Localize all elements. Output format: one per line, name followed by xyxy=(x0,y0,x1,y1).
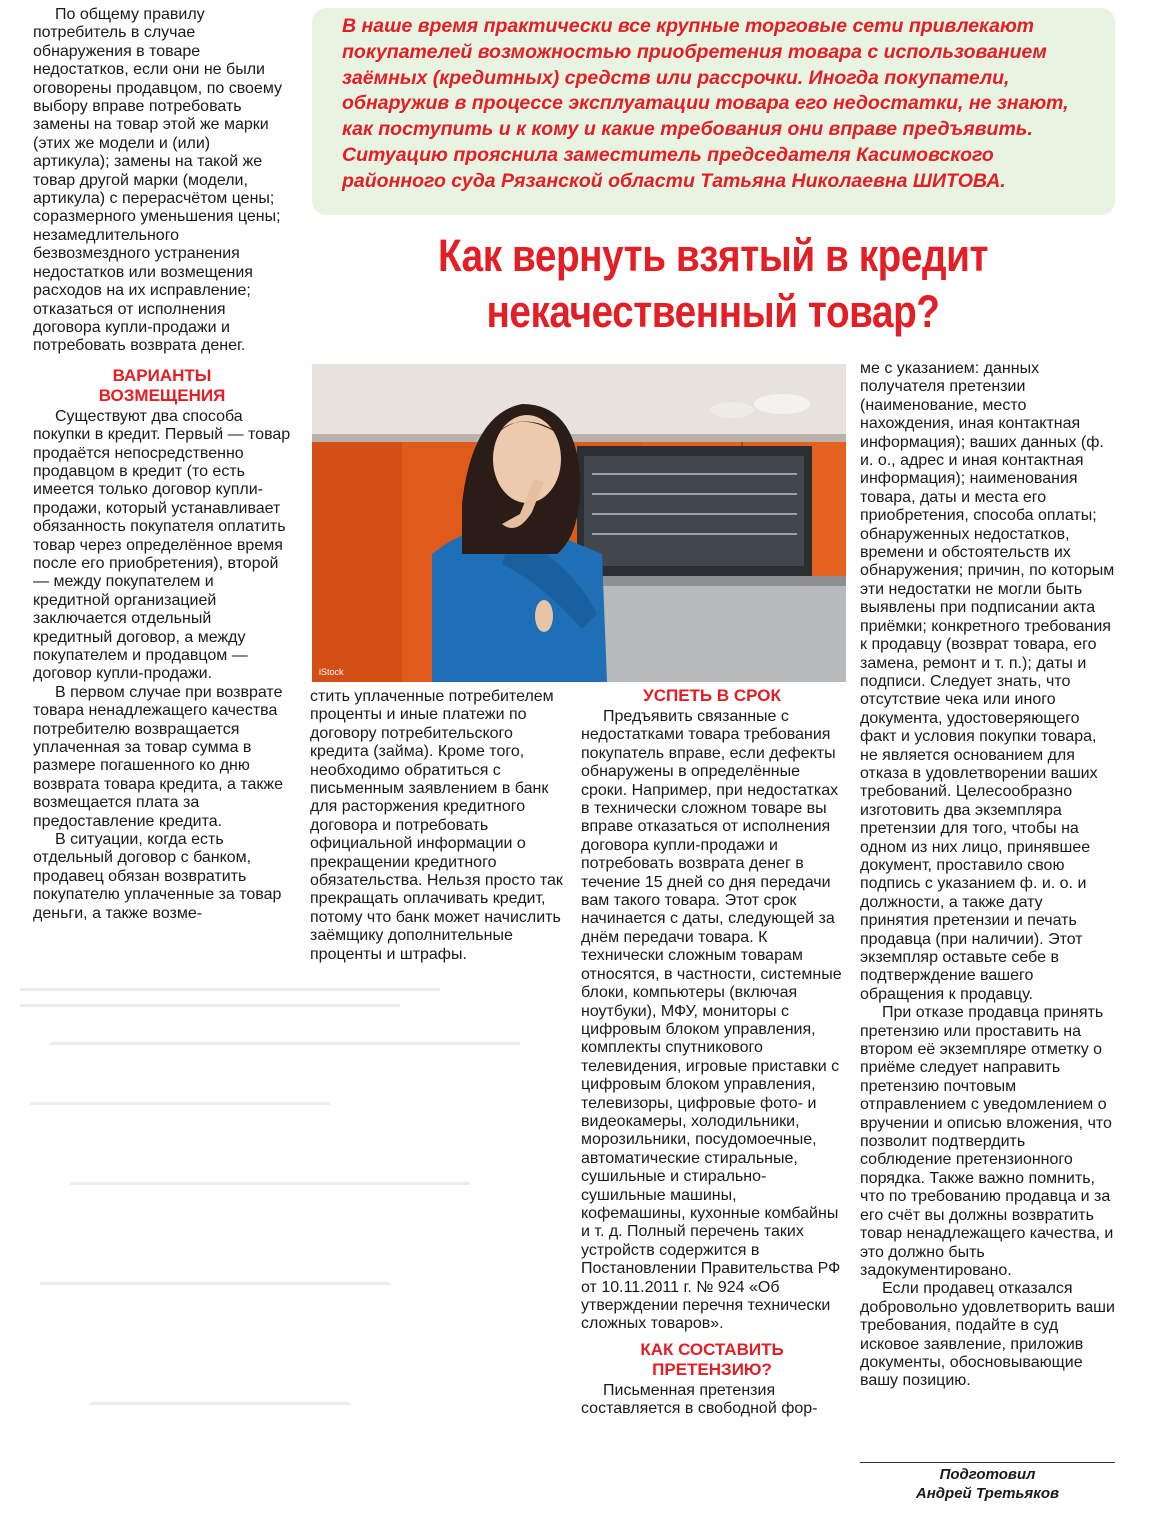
paragraph: Если продавец отказался добровольно удовлетворить ваши требования, подайте в суд исковое заявление, приложив документы, обосновывающие вашу позицию. xyxy=(860,1280,1115,1390)
paragraph: ме с указанием: данных получателя претензии (наименование, место нахождения, иная контактная информация); ваших данных (ф. и. о., адрес и иная контактная информация); наименования товара, даты и места его приобретения, способа оплаты; обнаруженных недостатков, времени и обстоятельств их обнаружения; причин, по которым эти недостатки не могли быть выявлены при подписании акта приёмки; конкретного требования к продавцу (возврат товара, его замена, ремонт и т. п.); даты и подписи. Следует знать, что отсутствие чека или иного документа, удостоверяющего факт и условия покупки товара, не является основанием для отказа в удовлетворении ваших требований. Целесообразно изготовить два экземпляра претензии для того, чтобы на одном из них лицо, принявшее документ, проставило свою подпись с указанием ф. и. о. и должности, а также дату принятия претензии и печать продавца (при наличии). Этот экземпляр оставьте себе в подтверждение вашего обращения к продавцу. xyxy=(860,360,1115,1003)
heading-line: ПРЕТЕНЗИЮ? xyxy=(652,1359,772,1379)
signature-label: Подготовил xyxy=(939,1466,1036,1483)
paragraph: стить уплаченные потребителем проценты и иные платежи по договору потребительского кредита (займа). Кроме того, необходимо обратиться с письменным заявлением в банк для расторжения кредитного договора и потребовать официальной информации о прекращении кредитного обязательства. Нельзя просто так прекращать оплачивать кредит, потому что банк может начислить заёмщику дополнительные проценты и штрафы. xyxy=(310,688,563,963)
heading-line: ВОЗМЕЩЕНИЯ xyxy=(98,385,226,405)
author-name: Андрей Третьяков xyxy=(915,1485,1060,1502)
intro-lead: В наше время практически все крупные торговые сети привлекают покупателей возможностью приобретения товара с использованием заёмных (кредитных) средств или рассрочки. Иногда покупатели, обнаружив в процессе эксплуатации товара его недостатки, не знают, как поступить и к кому и какие требования они вправе предъявить. Ситуацию прояснила заместитель председателя Касимовского районного суда Рязанской области Татьяна Николаевна ШИТОВА. xyxy=(312,8,1115,215)
paragraph: В ситуации, когда есть отдельный договор с банком, продавец обязан возвратить покупателю уплаченные за товар деньги, а также возме- xyxy=(33,831,282,922)
photo-illustration xyxy=(312,364,846,682)
headline-line-1: Как вернуть взятый в кредит xyxy=(438,230,988,281)
heading-line: ВАРИАНТЫ xyxy=(112,365,212,385)
author-signature xyxy=(860,1465,1115,1503)
paragraph: При отказе продавца принять претензию или проставить на втором её экземпляре отметку о приёме следует направить претензию почтовым отправлением с уведомлением о вручении и описью вложения, что позволит подтвердить соблюдение претензионного порядка. Также важно помнить, что по требованию продавца и за его счёт вы должны возвратить товар ненадлежащего качества, и это должно быть задокументировано. xyxy=(860,1004,1114,1279)
paragraph: Существуют два способа покупки в кредит. Первый — товар продаётся непосредственно продавцом в кредит (то есть имеется только договор купли-продажи, который устанавливает обязанность покупателя оплатить товар через определённое время после его приобретения), второй — между покупателем и кредитной организацией заключается отдельный кредитный договор, а между покупателем и продавцом — договор купли-продажи. xyxy=(33,407,291,683)
faded-area xyxy=(10,982,570,1517)
column-2 xyxy=(310,688,572,964)
signature-rule xyxy=(860,1462,1115,1463)
photo-credit: iStock xyxy=(319,667,344,677)
section-heading-deadline: УСПЕТЬ В СРОК xyxy=(643,686,781,705)
headline xyxy=(373,228,1052,340)
paragraph: В первом случае при возврате товара ненадлежащего качества потребителю возвращается уплаченная за товар сумма в размере погашенного ко дню возврата товара кредита, а также возмещается плата за предоставление кредита. xyxy=(33,683,283,830)
column-3 xyxy=(581,686,843,1419)
heading-line: КАК СОСТАВИТЬ xyxy=(640,1339,784,1359)
paragraph: Письменная претензия составляется в свободной фор- xyxy=(581,1381,818,1418)
headline-line-2: некачественный товар? xyxy=(486,286,940,337)
paragraph: По общему правилу потребитель в случае обнаружения в товаре недостатков, если они не были оговорены продавцом, по своему выбору вправе потребовать замены на товар этой же марки (этих же модели и (или) артикула); замены на такой же товар другой марки (модели, артикула) с перерасчётом цены; соразмерного уменьшения цены; незамедлительного безвозмездного устранения недостатков или возмещения расходов на их исправление; отказаться от исполнения договора купли-продажи и потребовать возврата денег. xyxy=(33,6,282,355)
column-4 xyxy=(860,360,1115,1391)
column-1 xyxy=(33,6,291,923)
paragraph: Предъявить связанные с недостатками товара требования покупатель вправе, если дефекты обнаружены в определённые сроки. Например, при недостатках в технически сложном товаре вы вправе отказаться от исполнения договора купли-продажи и потребовать возврата денег в течение 15 дней со дня передачи вам такого товара. Этот срок начинается с даты, следующей за днём передачи товара. К технически сложным товарам относятся, в частности, системные блоки, компьютеры (включая ноутбуки), МФУ, мониторы с цифровым блоком управления, комплекты спутникового телевидения, игровые приставки с цифровым блоком управления, телевизоры, цифровые фото- и видеокамеры, холодильники, морозильники, посудомоечные, автоматические стиральные, сушильные и стирально-сушильные машины, кофемашины, кухонные комбайны и т. д. Полный перечень таких устройств содержится в Постановлении Правительства РФ от 10.11.2011 г. № 924 «Об утверждении перечня технически сложных товаров». xyxy=(581,708,842,1333)
article-photo xyxy=(312,364,846,682)
section-heading-claim xyxy=(581,1340,843,1380)
section-heading-variants xyxy=(33,366,291,406)
